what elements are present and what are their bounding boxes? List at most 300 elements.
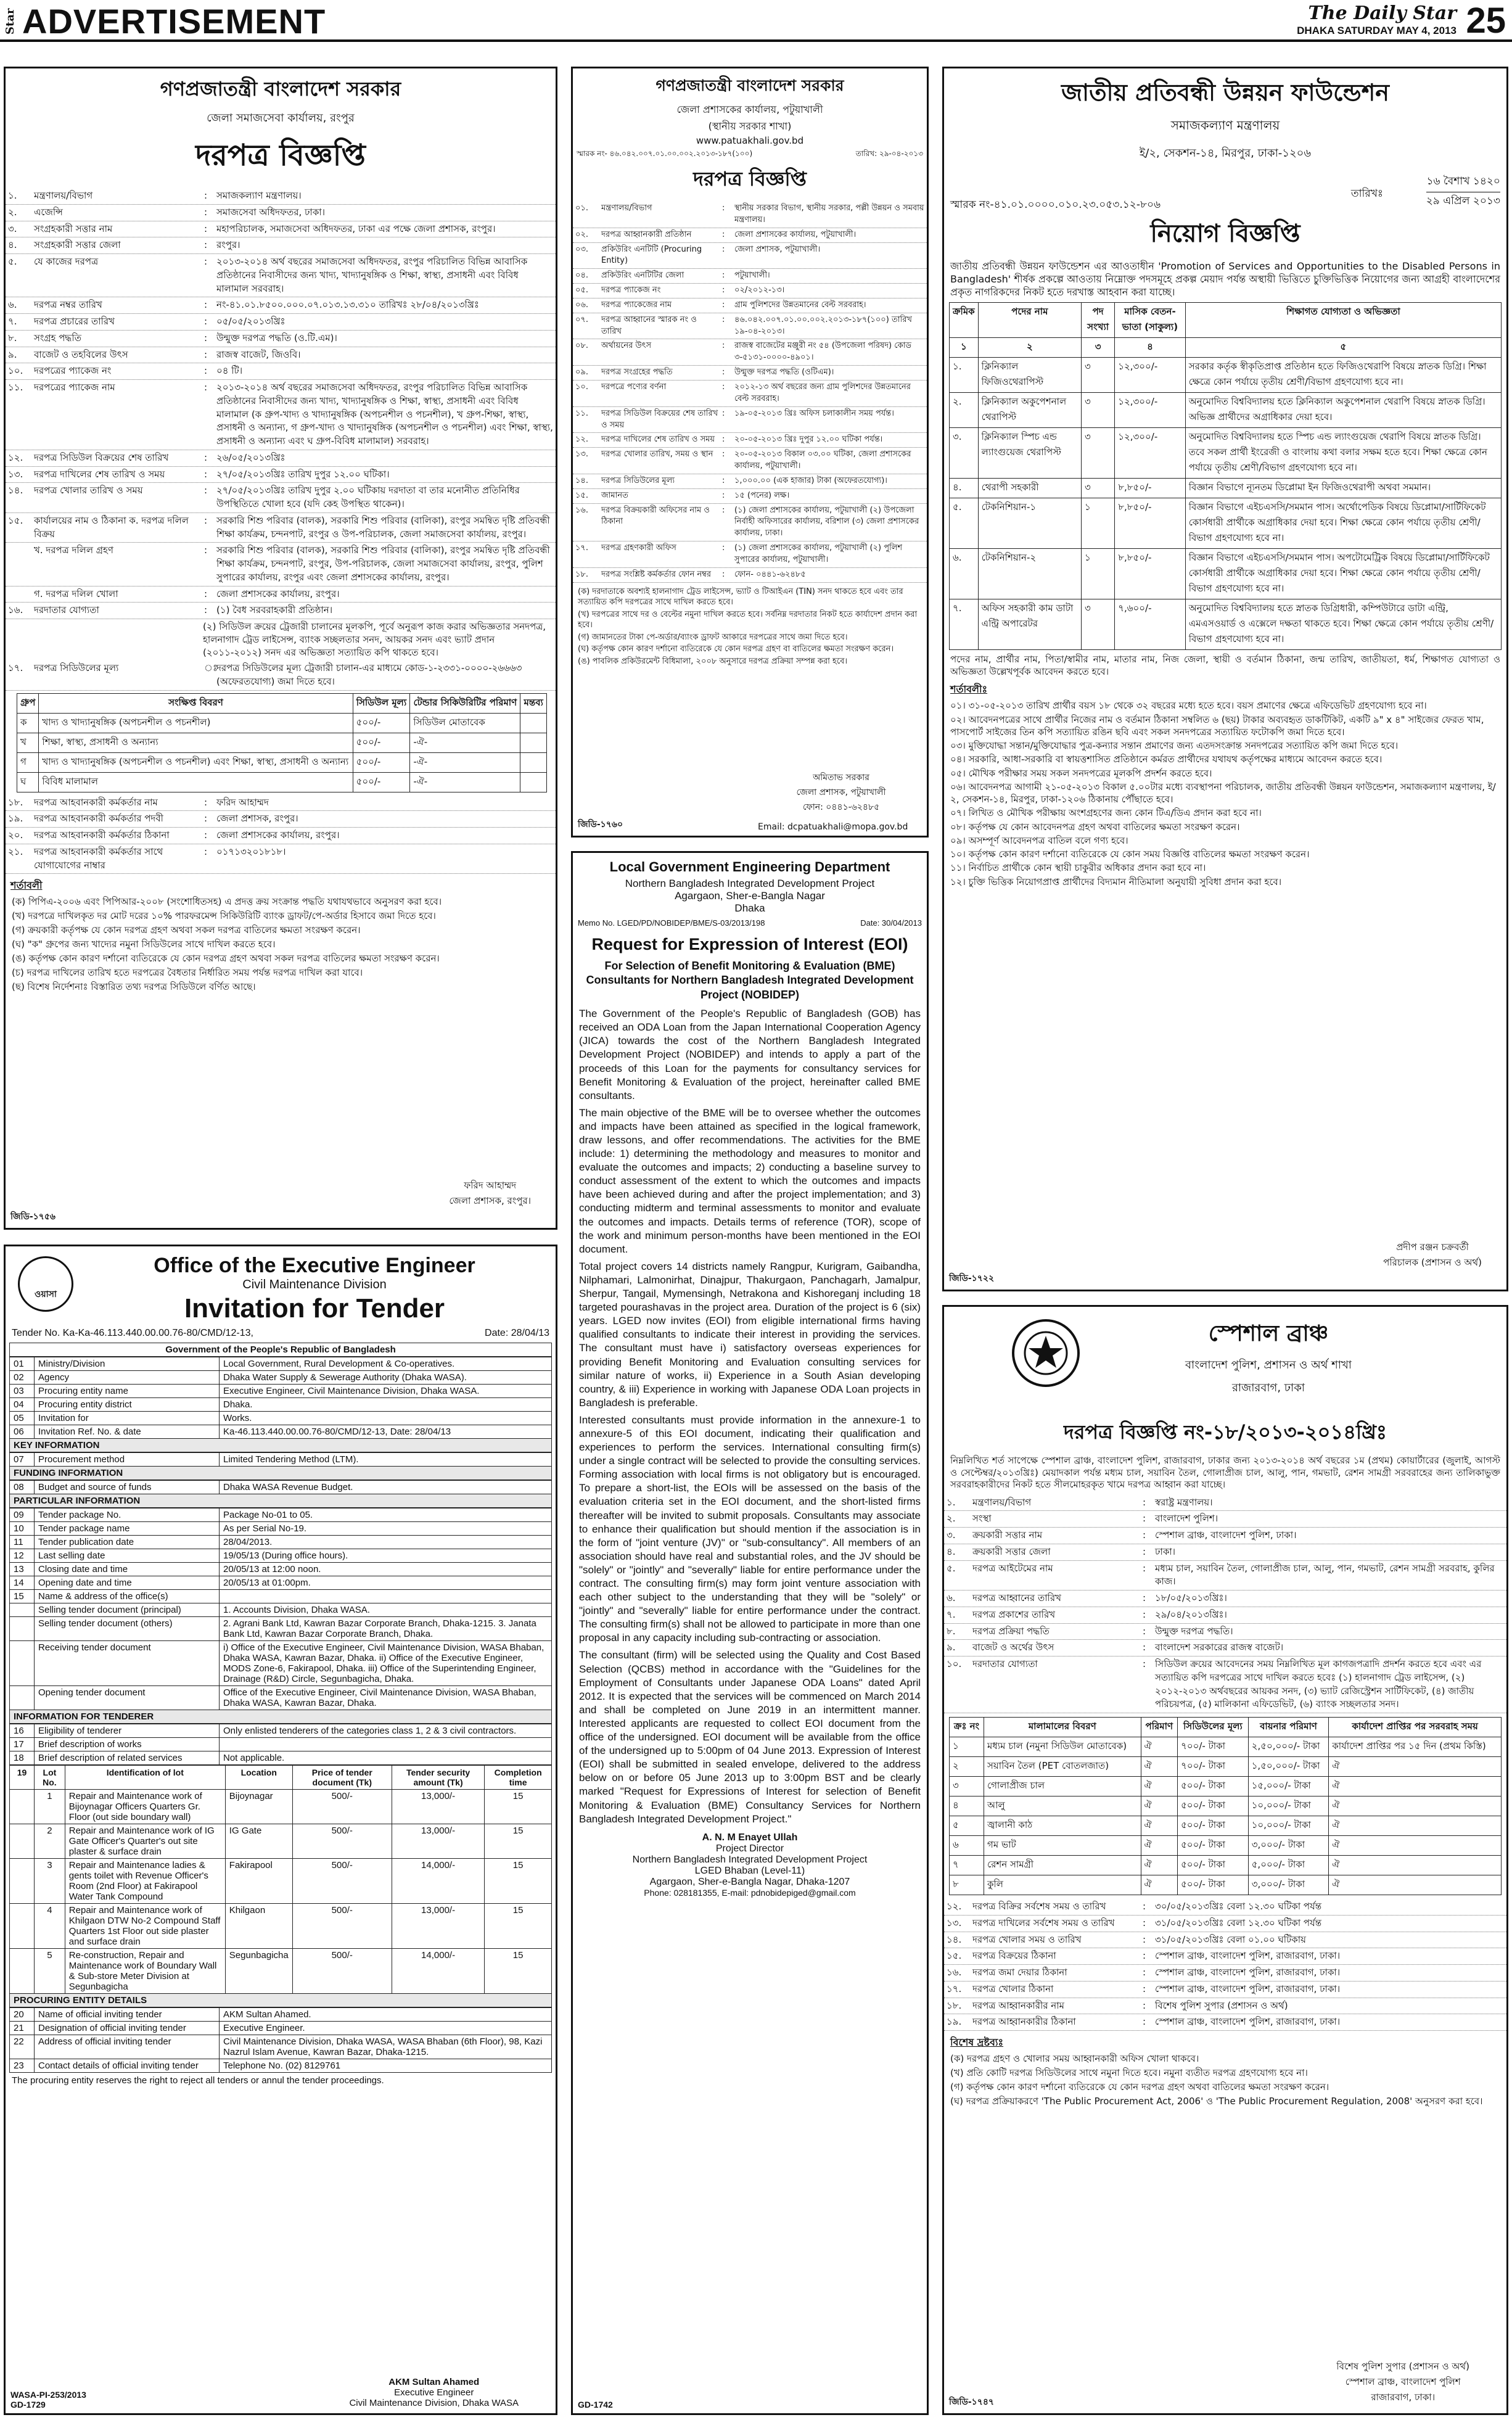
ad6-item-cell-n: ৩ <box>950 1777 984 1796</box>
ad2-row-value: ২০-০৫-২০১৩ বিকাল ০৩.০০ ঘটিকা, জেলা প্রশাসকের কার্যালয়, পটুয়াখালী। <box>734 450 911 471</box>
ad2-row-label: দরপত্র দাখিলের শেষ তারিখ ও সময় <box>601 435 715 445</box>
ad2-row-num: ১১. <box>575 408 589 418</box>
ad2-row <box>573 339 927 366</box>
ad4-lot-no: 5 <box>35 1949 65 1994</box>
ad1-row-label: দরপত্র সিডিউল বিক্রয়ের শেষ তারিখ <box>34 451 169 463</box>
ad4-value: 20/05/13 at 01:00pm. <box>220 1576 552 1590</box>
ad4-lot-id: Repair and Maintenance work of IG Gate Officer's Quarter's out site plaster & surface drain <box>65 1824 225 1859</box>
ad1-officer-row-label: দরপত্র আহবানকারী কর্মকর্তার পদবী <box>34 813 163 825</box>
ad4-row <box>10 1508 552 1522</box>
ad6-row-value: সিডিউল ক্রয়ের আবেদনের সময় নিম্নলিখিত মূল কাগজপত্রাদি প্রদর্শন করতে হবে এবং এর সত্যায়িত কপি দরপত্রের সাথে দাখিল করতে হবেঃ (১) হালনাগাদ ট্রেড লাইসেন্স, (২) ২০১২-২০১৩ অর্থবছরের আয়কর সনদ, (৩) ভ্যাট রেজিস্ট্রেশন সার্টিফিকেট, (৪) জাতীয় পরিচয়পত্র, (৫) মালিকানা এফিডেভিট, (৬) ব্যাংক সচ্ছলতার সনদ। <box>1155 1658 1482 1710</box>
ad3-address: ই/২, সেকশন-১৪, মিরপুর, ঢাকা-১২০৬ <box>1139 147 1312 160</box>
ad1-row-value: ২০১৩-২০১৪ অর্থ বছরের সমাজসেবা অধিদফতর, রংপুর পরিচালিত বিভিন্ন আবাসিক প্রতিষ্ঠানের নিবাসীদের জন্য খাদ্য, খাদ্যানুষঙ্গিক ও শিক্ষা, স্বাস্থ্য, প্রসাধনী এবং বিবিধ মালামাল সরবরাহ। <box>216 256 528 294</box>
ad2-row-label: অর্থায়নের উৎস <box>601 341 652 351</box>
ad4-num <box>10 1641 35 1686</box>
ad1-group-cell-s: -ঐ- <box>410 733 520 752</box>
ad6-row-sep: : <box>1143 1642 1146 1653</box>
ad4-num: 12 <box>10 1549 35 1563</box>
ad3-cond-title: শর্তাবলীঃ <box>950 683 988 696</box>
ad1-group-cell-s: সিডিউল মোতাবেক <box>410 713 520 733</box>
ad4-num: 03 <box>10 1385 35 1398</box>
ad4-label: Contact details of official inviting tender <box>35 2059 220 2073</box>
ad4-lot-row <box>10 1949 552 1994</box>
ad1-row-sep: : <box>204 365 208 377</box>
ad6-signature: বিশেষ পুলিশ সুপার (প্রশাসন ও অর্থ) স্পেশাল ব্রাঞ্চ, বাংলাদেশ পুলিশ রাজারবাগ, ঢাকা। <box>1336 2361 1469 2403</box>
ad1-row-label: দরপত্রের প্যাকেজ নং <box>34 365 112 377</box>
ad6-item-cell-t: ঐ <box>1329 1816 1502 1836</box>
ad3-positions-table <box>949 302 1502 650</box>
ad1-row-label: যে কাজের দরপত্র <box>34 256 99 267</box>
ad1-group-row <box>17 752 547 772</box>
ad6-row-value: মধ্যম চাল, সয়াবিন তৈল, গোলাপ্রীজ চাল, আলু, পান, গমভাট, রেশন সামগ্রী সরবরাহ, কুলির কাজ। <box>1155 1562 1495 1587</box>
ad2-row <box>573 568 927 583</box>
ad6-row-sep: : <box>1143 1545 1146 1557</box>
ad1-row <box>6 188 556 205</box>
ad4-value: Not applicable. <box>220 1751 552 1765</box>
ad6-row-label: দরপত্র আহ্বানের তারিখ <box>972 1592 1061 1603</box>
ad2-row-sep: : <box>722 569 725 579</box>
ad4-row <box>10 1576 552 1590</box>
ad6-row-label: দরপত্র আইটেমের নাম <box>972 1562 1053 1574</box>
ad1-officer-row-num: ১৮. <box>8 796 23 808</box>
ad4-table <box>9 1480 552 1494</box>
ad4-row <box>10 1453 552 1467</box>
ad2-row-num: ০৩. <box>575 244 589 254</box>
ad4-label: Selling tender document (principal) <box>35 1603 220 1617</box>
ad6-schedule-row <box>944 2014 1506 2031</box>
ad3-condition-item: ০৪। সরকারি, আধা-সরকারি বা স্বায়ত্তশাসিত প্রতিষ্ঠানে কর্মরত প্রার্থীদের যথাযথ কর্তৃপক্ষের মাধ্যমে আবেদন করতে হবে। <box>950 754 1383 765</box>
ad4-ref: WASA-PI-253/2013 <box>10 2390 86 2400</box>
ad4-lot-id: Repair and Maintenance work of Bijoynagar Officers Quarters Gr. Floor (out side boundary wall) <box>65 1790 225 1824</box>
ad4-label: Opening tender document <box>35 1686 220 1710</box>
ad6-row-value: উন্মুক্ত দরপত্র পদ্ধতি। <box>1155 1625 1233 1637</box>
ad1-row-value: ২৭/০৫/২০১৩খ্রিঃ তারিখ দুপুর ১২.০০ ঘটিকা। <box>216 468 390 480</box>
ad2-condition-item: (খ) দরপত্রের সাথে দর ও বেল্টের নমুনা দাখিল করতে হবে। সর্বনিম্ন দরদাতার নিকট হতে কার্যাদেশ প্রদান করা হবে। <box>578 609 918 630</box>
ad6-item-cell-t: ঐ <box>1329 1777 1502 1796</box>
ad4-num: 17 <box>10 1738 35 1751</box>
ad4-label: Invitation Ref. No. & date <box>35 1425 220 1439</box>
star-mark: Star <box>4 8 17 35</box>
ad4-row <box>10 2022 552 2035</box>
ad6-items-col-header: সিডিউলের মূল্য <box>1178 1718 1249 1737</box>
ad1-row-value: জেলা প্রশাসকের কার্যালয়, রংপুর। <box>216 588 340 599</box>
ad1-row-sep: : <box>204 223 208 234</box>
ad6-row-label: দরপত্র প্রক্রিয়া পদ্ধতি <box>972 1625 1050 1637</box>
ad4-reserve: The procuring entity reserves the right to reject all tenders or annul the tender proceedings. <box>12 2075 384 2086</box>
ad4-value: i) Office of the Executive Engineer, Civil Maintenance Division, WASA Bhaban, Dhaka WASA, Kawran Bazar, Dhaka. ii) Office of the Executive Engineer, MODS Zone-6, Fakirapool, Dhaka. iii) Office of the Superintending Engineer, Drainage (R&D) Circle, Segunbagicha, Dhaka. <box>220 1641 552 1686</box>
ad4-row <box>10 2035 552 2059</box>
ad6-schedule-row-num: ১৬. <box>947 1967 962 1978</box>
ad1-row <box>6 221 556 238</box>
ad6-schedule-row-num: ১৯. <box>947 2016 962 2028</box>
ad3-position-cell-n: ৪. <box>950 479 979 498</box>
ad2-row <box>573 298 927 313</box>
ad4-lot-sec: 13,000/- <box>392 1824 484 1859</box>
ad6-row-num: ৭. <box>947 1608 956 1620</box>
ad1-row-label: দরপত্র নম্বর তারিখ <box>34 299 102 311</box>
ad6-item-cell-b: ২,৫০,০০০/- টাকা <box>1248 1737 1329 1757</box>
ad1-officer-row <box>6 811 556 828</box>
ad6-row-sep: : <box>1143 1608 1146 1620</box>
ad6-intro: নিম্নলিখিত শর্ত সাপেক্ষে স্পেশাল ব্রাঞ্চ, বাংলাদেশ পুলিশ, রাজারবাগ, ঢাকার জন্য ২০১৩-২০১৪ অর্থ বছরের ১ম (প্রথম) কোয়ার্টারের (জুলাই, আগস্ট ও সেপ্টেম্বর/২০১৩খ্রিঃ) মেয়াদকাল পর্যন্ত মধ্যম চাল, সয়াবিন তৈল, গোলাপ্রীজ চাল, আলু, পান, গমভাট, রেশন সামগ্রী সরবরাহের জন্য তালিকাভুক্ত সরবরাহকারীদের নিকট হতে সীলমোহরকৃত খামে দরপত্র আহ্বান করা যাচ্ছে। <box>950 1455 1500 1490</box>
ad3-col-header: শিক্ষাগত যোগ্যতা ও অভিজ্ঞতা <box>1185 303 1501 338</box>
ad4-value: Local Government, Rural Development & Co-operatives. <box>220 1357 552 1371</box>
ad4-num <box>10 1603 35 1617</box>
ad6-schedule-row-sep: : <box>1143 1950 1146 1962</box>
ad6-schedule-row <box>944 1948 1506 1965</box>
ad1-group-cell-g: খ <box>17 733 39 752</box>
ad4-value: Limited Tendering Method (LTM). <box>220 1453 552 1467</box>
ad6-schedule-row <box>944 1965 1506 1982</box>
ad6-item-cell-p: ৭০০/- টাকা <box>1178 1737 1249 1757</box>
ad2-title: দরপত্র বিজ্ঞপ্তি <box>693 167 807 191</box>
ad4-lot-price: 500/- <box>292 1824 392 1859</box>
ad6-row <box>944 1495 1506 1512</box>
ad6-city: রাজারবাগ, ঢাকা <box>1231 1381 1305 1394</box>
ad4-value <box>220 1590 552 1603</box>
ad2-row-num: ০৯. <box>575 368 589 377</box>
ad5-dept: Local Government Engineering Department <box>609 859 890 875</box>
ad4-value: Dhaka. <box>220 1398 552 1412</box>
ad6-schedule-row-num: ১২. <box>947 1901 962 1912</box>
ad2-row-value: গ্রাম পুলিশদের উন্নতমানের বেল্ট সরবরাহ। <box>734 300 866 310</box>
ad3-position-cell-count: ৩ <box>1082 358 1115 393</box>
ad1-group-cell-s: -ঐ- <box>410 752 520 772</box>
ad4-row <box>10 1398 552 1412</box>
ad4-lot-row <box>10 1824 552 1859</box>
ad4-lot-price: 500/- <box>292 1904 392 1949</box>
ad2-condition-item: (গ) জামানতের টাকা পে-অর্ডার/ব্যাংক ড্রাফট আকারে দরপত্রের সাথে জমা দিতে হবে। <box>578 632 848 642</box>
ad6-schedule-row-sep: : <box>1143 2016 1146 2028</box>
ad1-groups-col-header: সংক্ষিপ্ত বিবরণ <box>39 693 353 713</box>
ad6-note-item: (গ) কর্তৃপক্ষ কোন কারণ দর্শানো ব্যতিরেকে যে কোন দরপত্র গ্রহণ অথবা বাতিলের ক্ষমতা সংরক্ষণ করেন। <box>950 2081 1329 2093</box>
ad6-row-value: ঢাকা। <box>1155 1545 1176 1557</box>
ad4-lot-price: 500/- <box>292 1859 392 1904</box>
ad4-num: 23 <box>10 2059 35 2073</box>
ad2-site: www.patuakhali.gov.bd <box>696 135 804 146</box>
ad4-lot-sec: 14,000/- <box>392 1949 484 1994</box>
ad3-condition-item: ১০। কর্তৃপক্ষ কোন কারণ দর্শানো ব্যতিরেকে যে কোন সময় বিজ্ঞপ্তি বাতিলের ক্ষমতা সংরক্ষণ করেন। <box>950 849 1310 860</box>
ad6-row-value: বাংলাদেশ সরকারের রাজস্ব বাজেট। <box>1155 1642 1284 1653</box>
ad2-row-value: ১৫ (পনের) লক্ষ। <box>734 490 790 500</box>
ad-lged-eoi <box>571 851 929 2415</box>
ad4-num: 14 <box>10 1576 35 1590</box>
ad3-position-cell-count: ৩ <box>1082 479 1115 498</box>
ad5-signature: A. N. M Enayet Ullah Project Director Northern Bangladesh Integrated Development Project LGED Bhaban (Level-11) Agargaon, Sher-e-Bangla Nagar, Dhaka-1207 Phone: 028181355, E-mail: pdnobidepiged@gmail.com <box>632 1832 868 1898</box>
ad4-num: 04 <box>10 1398 35 1412</box>
ad4-lot-price: 500/- <box>292 1790 392 1824</box>
ad2-row-num: ১৪. <box>575 475 589 485</box>
ad4-tender-body <box>9 1357 552 2073</box>
ad2-row-num: ১৬. <box>575 505 589 515</box>
ad6-item-cell-q: ঐ <box>1141 1796 1178 1816</box>
ad4-value: As per Serial No-19. <box>220 1522 552 1536</box>
ad3-condition-item: ০৭। লিখিত ও মৌখিক পরীক্ষায় অংশগ্রহণের জন্য কোন টিএ/ডিএ প্রদান করা হবে না। <box>950 807 1262 819</box>
ad2-row-num: ১০. <box>575 382 589 392</box>
ad3-code: জিডি-১৭২২ <box>949 1274 995 1283</box>
ad3-memo-block: স্মারক নং-৪১.০১.০০০০.০১০.২৩.০৫৩.১২-৮০৬ তারিখঃ ১৬ বৈশাখ ১৪২০ ২৯ এপ্রিল ২০১৩ <box>950 167 1500 216</box>
ad1-row-value: সমাজকল্যাণ মন্ত্রণালয়। <box>216 190 302 201</box>
ad3-position-cell-count: ৩ <box>1082 393 1115 428</box>
ad-ndf-recruitment <box>942 67 1508 1291</box>
ad4-row <box>10 1751 552 1765</box>
ad3-position-cell-n: ৩. <box>950 428 979 479</box>
ad4-label: Procuring entity name <box>35 1385 220 1398</box>
ad1-row-label: বাজেট ও তহবিলের উৎস <box>34 348 128 360</box>
ad6-row-value: স্বরাষ্ট্র মন্ত্রণালয়। <box>1155 1496 1213 1508</box>
ad6-schedule-row-label: দরপত্র দাখিলের সর্বশেষ সময় ও তারিখ <box>972 1917 1115 1928</box>
ad1-row-num: ৫. <box>8 256 17 267</box>
ad3-position-cell-req: অনুমোদিত বিশ্ববিদ্যালয় হতে ক্লিনিক্যাল অকুপেশনাল থেরাপি বিষয়ে স্নাতক ডিগ্রি। অভিজ্ঞ প্রার্থীদের অগ্রাধিকার দেয়া হবে। <box>1185 393 1501 428</box>
ad4-value: Works. <box>220 1412 552 1425</box>
ad6-item-cell-b: ১৫,০০০/- টাকা <box>1248 1777 1329 1796</box>
ad2-row-num: ১৭. <box>575 543 589 553</box>
ad4-value: 19/05/13 (During office hours). <box>220 1549 552 1563</box>
ad3-position-cell-name: অফিস সহকারী কাম ডাটা এন্ট্রি অপারেটর <box>978 599 1081 650</box>
ad4-label: Budget and source of funds <box>35 1481 220 1494</box>
ad1-group-cell-p: ৫০০/- <box>353 713 410 733</box>
ad6-item-cell-q: ঐ <box>1141 1757 1178 1777</box>
ad1-officer-row-value: ফরিদ আহাম্মদ <box>216 796 269 808</box>
ad1-row-num: ১২. <box>8 451 23 463</box>
ad6-schedule-row-label: দরপত্র জমা দেয়ার ঠিকানা <box>972 1967 1067 1978</box>
ad6-schedule-row-value: স্পেশাল ব্রাঞ্চ, বাংলাদেশ পুলিশ, রাজারবাগ, ঢাকা। <box>1155 1950 1341 1962</box>
ad4-num: 20 <box>10 2008 35 2022</box>
ad1-group-cell-p: ৫০০/- <box>353 733 410 752</box>
ad1-groups-col-header: মন্তব্য <box>520 693 547 713</box>
ad6-item-cell-d: গোলাপ্রীজ চাল <box>984 1777 1141 1796</box>
ad4-table <box>9 2007 552 2073</box>
ad1-row-sep: : <box>204 545 208 556</box>
ad6-row-sep: : <box>1143 1658 1146 1669</box>
ad6-item-row <box>950 1875 1502 1895</box>
ad6-info-list <box>944 1495 1506 1714</box>
ad3-index-col-header: ৩ <box>1082 338 1115 358</box>
ad6-item-cell-p: ৭০০/- টাকা <box>1178 1757 1249 1777</box>
ad3-position-cell-count: ১ <box>1082 498 1115 549</box>
ad3-position-row <box>950 479 1502 498</box>
ad6-schedule-row-num: ১৪. <box>947 1933 962 1945</box>
ad4-lot-sec: 14,000/- <box>392 1859 484 1904</box>
ad6-schedule-row <box>944 1982 1506 1998</box>
ad2-office: জেলা প্রশাসকের কার্যালয়, পটুয়াখালী <box>676 104 823 115</box>
ad6-schedule-row-value: ৩১/০৫/২০১৩খ্রিঃ বেলা ১২.৩০ ঘটিকা পর্যন্ত <box>1155 1917 1322 1928</box>
ad4-value: Executive Engineer. <box>220 2022 552 2035</box>
ad6-schedule-row-num: ১৮. <box>947 1999 962 2011</box>
ad2-row-value: জেলা প্রশাসক, পটুয়াখালী। <box>734 244 821 254</box>
ad1-row-num: ৪. <box>8 239 17 251</box>
ad4-value: Dhaka WASA Revenue Budget. <box>220 1481 552 1494</box>
ad2-row-label: দরপত্র আহ্বানের স্মারক নং ও তারিখ <box>601 315 697 336</box>
ad6-notes-title: বিশেষ দ্রষ্টব্যঃ <box>950 2036 1004 2048</box>
ad6-schedule-row-sep: : <box>1143 1999 1146 2011</box>
ad3-position-row <box>950 599 1502 650</box>
ad4-lot-sec: 13,000/- <box>392 1790 484 1824</box>
ad4-value: 2. Agrani Bank Ltd, Kawran Bazar Corporate Branch, Dhaka-1215. 3. Janata Bank Ltd, Kawran Bazar Corporate Branch, Dhaka. <box>220 1617 552 1641</box>
ad4-lots-col-header: Price of tender document (Tk) <box>292 1766 392 1790</box>
ad2-row-value: ১৯-০৫-২০১৩ খ্রিঃ অফিস চলাকালীন সময় পর্যন্ত। <box>734 408 894 418</box>
ad6-items-col-header: কার্যাদেশ প্রাপ্তির পর সরবরাহ সময় <box>1329 1718 1502 1737</box>
ad6-item-cell-t: কার্যাদেশ প্রাপ্তির পর ১৫ দিন (প্রথম কিস্তি) <box>1329 1737 1502 1757</box>
ad6-item-cell-q: ঐ <box>1141 1836 1178 1856</box>
ad2-row-sep: : <box>722 450 725 459</box>
ad5-address: Agargaon, Sher-e-Bangla Nagar <box>675 890 825 902</box>
ad6-item-row <box>950 1777 1502 1796</box>
ad2-conditions <box>578 586 922 667</box>
ad4-row <box>10 1724 552 1738</box>
ad1-groups-col-header: টেন্ডার সিকিউরিটির পরিমাণ <box>410 693 520 713</box>
ad1-row-num <box>8 588 30 601</box>
ad2-row-label: দরপত্র সিডিউল বিক্রয়ের শেষ তারিখ ও সময় <box>601 408 718 430</box>
ad5-project: Northern Bangladesh Integrated Development Project <box>625 878 875 889</box>
ad4-label: Opening date and time <box>35 1576 220 1590</box>
ad2-row-num: ০৬. <box>575 300 589 310</box>
ad6-dept: বাংলাদেশ পুলিশ, প্রশাসন ও অর্থ শাখা <box>1185 1359 1352 1372</box>
ad1-row-label: দরপত্র দাখিলের শেষ তারিখ ও সময় <box>34 468 165 480</box>
ad2-row <box>573 448 927 474</box>
ad4-row <box>10 1686 552 1710</box>
ad4-section-header: INFORMATION FOR TENDERER <box>9 1710 552 1724</box>
ad6-item-row <box>950 1856 1502 1875</box>
ad1-row-sep: : <box>204 485 208 496</box>
ad6-item-cell-q: ঐ <box>1141 1777 1178 1796</box>
ad2-row-sep: : <box>722 475 725 485</box>
ad1-row-value: ২৬/০৫/২০১৩খ্রিঃ <box>216 451 286 463</box>
ad6-item-cell-b: ৩,০০০/- টাকা <box>1248 1875 1329 1895</box>
ad4-lot-id: Repair and Maintenance ladies & gents toilet with Revenue Officer's Room (2nd Floor) at Fakirapool Water Tank Compound <box>65 1859 225 1904</box>
ad4-label: Address of official inviting tender <box>35 2035 220 2059</box>
ad6-schedule-row <box>944 1998 1506 2015</box>
ad2-row-value: ফোন- ০৪৪১-৬২৪৮৫ <box>734 569 806 579</box>
ad6-item-row <box>950 1737 1502 1757</box>
ad2-row-value: পটুয়াখালী। <box>734 271 770 281</box>
ad6-item-cell-d: রেশন সামগ্রী <box>984 1856 1141 1875</box>
ad1-row-value: ২০১৩-২০১৪ অর্থ বছরের সমাজসেবা অধিদফতর, রংপুর পরিচালিত বিভিন্ন আবাসিক প্রতিষ্ঠানের নিবাসীদের জন্য খাদ্য, খাদ্যানুষঙ্গিক ও শিক্ষা, স্বাস্থ্য, প্রসাধনী এবং বিবিধ মালামাল (ক গ্রুপ-খাদ্য ও খাদ্যানুষঙ্গিক (অপচনশীল ও পচনশীল), খ গ্রুপ-শিক্ষা, স্বাস্থ্য, প্রসাধনী ও অন্যান্য, গ গ্রুপ-খাদ্য ও খাদ্যানুষঙ্গিক (অপচনশীল ও পচনশীল) এবং শিক্ষা, স্বাস্থ্য, প্রসাধনী ও অন্যান্য এবং ঘ গ্রুপ-বিবিধ মালামাল) সরবরাহ। <box>216 382 553 447</box>
ad2-row-value: (১) জেলা প্রশাসকের কার্যালয়, পটুয়াখালী (২) পুলিশ সুপারের কার্যালয়, পটুয়াখালী। <box>734 543 903 564</box>
ad6-schedule-row-value: স্পেশাল ব্রাঞ্চ, বাংলাদেশ পুলিশ, রাজারবাগ, ঢাকা। <box>1155 1983 1341 1994</box>
ad2-row-sep: : <box>722 490 725 500</box>
ad1-office: জেলা সমাজসেবা কার্যালয়, রংপুর <box>207 112 355 125</box>
ad3-condition-item: ০৮। কর্তৃপক্ষ যে কোন আবেদনপত্র গ্রহণ অথবা বাতিলের ক্ষমতা সংরক্ষণ করেন। <box>950 821 1240 833</box>
ad4-lots-col-header: Completion time <box>485 1766 552 1790</box>
ad6-item-cell-n: ৪ <box>950 1796 984 1816</box>
ad2-row-value: ২০১২-১৩ অর্থ বছরের জন্য গ্রাম পুলিশদের উন্নতমানের বেল্ট সরবরাহ। <box>734 382 911 403</box>
ad6-row-value: স্পেশাল ব্রাঞ্চ, বাংলাদেশ পুলিশ, ঢাকা। <box>1155 1529 1297 1541</box>
ad3-position-cell-req: বিজ্ঞান বিভাগে ন্যূনতম ডিপ্লোমা ইন ফিজিওথেরাপী অথবা সমমান। <box>1185 479 1501 498</box>
ad6-row <box>944 1640 1506 1657</box>
ad1-row-num: ১৫. <box>8 514 23 526</box>
ad5-paragraph: Total project covers 14 districts namely Rangpur, Kurigram, Gaibandha, Nilphamari, Lalmonirhat, Dinajpur, Thakurgaon, Panchagarh, Jamalpur, Sherpur, Tangail, Mymensingh, Netrakona and Kishoreganj including 18 targeted pourashavas in the project area. Duration of the project is 6 (six) years. LGED now invites (EOI) from eligible international firms having qualified consultants to indicate their interest in providing the services. The consultant must have i) satisfactory overseas experiences for providing Benefit Monitoring and Evaluation consulting services for similar nature of works, ii) Experience in a South Asian developing country, & iii) Experience in working with Japanese ODA Loan projects in Bangladesh is preferable. <box>579 1260 921 1409</box>
ad1-officer-row-label: দরপত্র আহবানকারী কর্মকর্তার নাম <box>34 796 158 808</box>
ad4-label: Tender publication date <box>35 1536 220 1549</box>
ad2-condition-item: (ঘ) কর্তৃপক্ষ কোন কারণ দর্শানো ব্যতিরেকে যে কোন দরপত্র গ্রহণ বা বাতিলের ক্ষমতা সংরক্ষণ করেন। <box>578 644 894 654</box>
ad6-row-num: ৩. <box>947 1529 956 1541</box>
ad3-position-cell-pay: ১২,৩০০/- <box>1115 428 1185 479</box>
ad6-item-row <box>950 1757 1502 1777</box>
ad2-gov: গণপ্রজাতন্ত্রী বাংলাদেশ সরকার <box>655 76 844 94</box>
ad2-row-value: ১,০০০.০০ (এক হাজার) টাকা (অফেরতযোগ্য)। <box>734 475 887 485</box>
ad4-row <box>10 1371 552 1385</box>
ad1-group-cell-d: শিক্ষা, স্বাস্থ্য, প্রসাধনী ও অন্যান্য <box>39 733 353 752</box>
ad4-row <box>10 1425 552 1439</box>
ad1-row <box>6 450 556 467</box>
ad2-row <box>573 541 927 568</box>
ad1-row17: ১৭. দরপত্র সিডিউলের মূল্য ঃ দরপত্র সিডিউলের মূল্য ট্রেজারী চালান-এর মাধ্যমে কোড-১-২৩৩১-০০০০-২৬৬৬৩ (অফেরতযোগ্য) জমা দিতে হবে। <box>6 661 556 691</box>
ad4-lot-row <box>10 1859 552 1904</box>
ad2-row <box>573 489 927 504</box>
ad1-officer-row-label: দরপত্র আহবানকারী কর্মকর্তার সাথে যোগাযোগের নাম্বার <box>34 846 163 871</box>
ad6-schedule-row-label: দরপত্র খোলার সময় ও তারিখ <box>972 1933 1082 1945</box>
ad4-row <box>10 1481 552 1494</box>
ad4-lot-loc: IG Gate <box>225 1824 292 1859</box>
ad2-row-value: স্থানীয় সরকার বিভাগ, স্থানীয় সরকার, পল্লী উন্নয়ন ও সমবায় মন্ত্রণালয়। <box>734 204 924 224</box>
ad1-group-cell-d: বিবিধ মালামাল <box>39 772 353 792</box>
ad1-officer-row-sep: : <box>204 829 208 841</box>
ad4-lot-sec: 13,000/- <box>392 1904 484 1949</box>
ad1-row-sep: : <box>204 206 208 218</box>
ad4-label: Eligibility of tenderer <box>35 1724 220 1738</box>
ad6-item-cell-p: ৫০০/- টাকা <box>1178 1816 1249 1836</box>
ad1-row-sep: : <box>204 348 208 360</box>
ad1-groups-col-header: গ্রুপ <box>17 693 39 713</box>
ad3-position-cell-req: বিজ্ঞান বিভাগে এইচএসসি/সমমান পাস। অপটোমেট্রিক বিষয়ে ডিপ্লোমা/সার্টিফিকেট কোর্সধারী প্রার্থীকে অগ্রাধিকার দেয়া হবে। শিক্ষা ক্ষেত্রে কোন পর্যায়ে তৃতীয় শ্রেণী/বিভাগ গ্রহণযোগ্য হবে না। <box>1185 549 1501 599</box>
ad3-position-cell-req: অনুমোদিত বিশ্ববিদ্যালয় হতে স্পিচ এন্ড ল্যাংগুয়েজ থেরাপি বিষয়ে স্নাতক ডিগ্রি। তবে সকল প্রার্থী ইংরেজী ও বাংলায় কথা বলার সক্ষম হতে হবে। শিক্ষা ক্ষেত্রে কোন পর্যায়ে তৃতীয় শ্রেণী/বিভাগ গ্রহণযোগ্য হবে না। <box>1185 428 1501 479</box>
ad1-row-label: গ. দরপত্র দলিল খোলা <box>34 588 118 599</box>
ad3-position-row <box>950 428 1502 479</box>
ad1-row-label: সংগ্রহকারী সত্তার নাম <box>34 223 113 234</box>
ad6-item-cell-d: সয়াবিন তৈল (PET বোতলজাত) <box>984 1757 1141 1777</box>
ad2-row-num: ০৪. <box>575 271 589 281</box>
ad4-value: Civil Maintenance Division, Dhaka WASA, WASA Bhaban (6th Floor), 98, Kazi Nazrul Islam Avenue, Kawran Bazar, Dhaka-1215. <box>220 2035 552 2059</box>
ad4-label: Name of official inviting tender <box>35 2008 220 2022</box>
ad2-row <box>573 202 927 228</box>
ad1-row-value: সরকারি শিশু পরিবার (বালক), সরকারি শিশু পরিবার (বালিকা), রংপুর সমন্বিত দৃষ্টি প্রতিবন্ধী শিক্ষা কার্যক্রম, চন্দনপাট, রংপুর ও উপ-পরিচালক, জেলা সমাজসেবা কার্যালয়, রংপুর। <box>216 514 550 540</box>
ad6-row-sep: : <box>1143 1513 1146 1525</box>
ad6-item-cell-d: জ্বালানী কাঠ <box>984 1816 1141 1836</box>
emblem-star-icon <box>1021 1328 1070 1378</box>
ad4-lot-row <box>10 1904 552 1949</box>
ad3-condition-item: ০১। ৩১-০৫-২০১৩ তারিখ প্রার্থীর বয়স ১৮ থেকে ৩২ বছরের মধ্যে হতে হবে। বয়স প্রমাণের ক্ষেত্রে এফিডেভিট গ্রহণযোগ্য হবে না। <box>950 700 1427 712</box>
ad6-row <box>944 1591 1506 1607</box>
ad1-group-cell-s: -ঐ- <box>410 772 520 792</box>
ad6-row-value: ২৯/০৪/২০১৩খ্রিঃ। <box>1155 1608 1227 1620</box>
ad3-notice: নিয়োগ বিজ্ঞপ্তি <box>1150 220 1300 248</box>
ad2-row-sep: : <box>722 204 725 213</box>
ad6-row <box>944 1624 1506 1640</box>
ad4-label: Ministry/Division <box>35 1357 220 1371</box>
ad1-row <box>6 237 556 254</box>
ad-patuakhali-tender <box>571 67 929 838</box>
ad1-row <box>6 603 556 619</box>
ad1-row-sep: : <box>204 451 208 463</box>
ad6-row-num: ৪. <box>947 1545 956 1557</box>
issue-date: DHAKA SATURDAY MAY 4, 2013 <box>1297 25 1457 36</box>
ad6-row <box>944 1544 1506 1561</box>
ad4-lot-no: 1 <box>35 1790 65 1824</box>
ad1-row-value: মহাপরিচালক, সমাজসেবা অধিদফতর, ঢাকা এর পক্ষে জেলা প্রশাসক, রংপুর। <box>216 223 496 234</box>
ad6-schedule-row-value: স্পেশাল ব্রাঞ্চ, বাংলাদেশ পুলিশ, রাজারবাগ, ঢাকা। <box>1155 2016 1341 2028</box>
ad5-body <box>573 1007 927 1826</box>
ad3-position-row <box>950 358 1502 393</box>
ad4-lot-blank <box>10 1790 35 1824</box>
ad2-row-sep: : <box>722 408 725 418</box>
ad4-num: 07 <box>10 1453 35 1467</box>
ad4-title: Office of the Executive Engineer <box>154 1254 475 1277</box>
ad1-officer-row-value: জেলা প্রশাসক, রংপুর। <box>216 813 298 825</box>
ad1-row-value: সরকারি শিশু পরিবার (বালক), সরকারি শিশু পরিবার (বালিকা), রংপুর সমন্বিত দৃষ্টি প্রতিবন্ধী শিক্ষা কার্যক্রম, চন্দনপাট, রংপুর, উপ-পরিচালক, জেলা সমাজসেবা কার্যালয়, রংপুর, পুলিশ সুপারের কার্যালয়, রংপুর এবং জেলা প্রশাসকের কার্যালয়, রংপুর। <box>216 545 550 583</box>
ad1-officer-row-value: জেলা প্রশাসকের কার্যালয়, রংপুর। <box>216 829 340 841</box>
ad1-row-num <box>8 544 30 584</box>
